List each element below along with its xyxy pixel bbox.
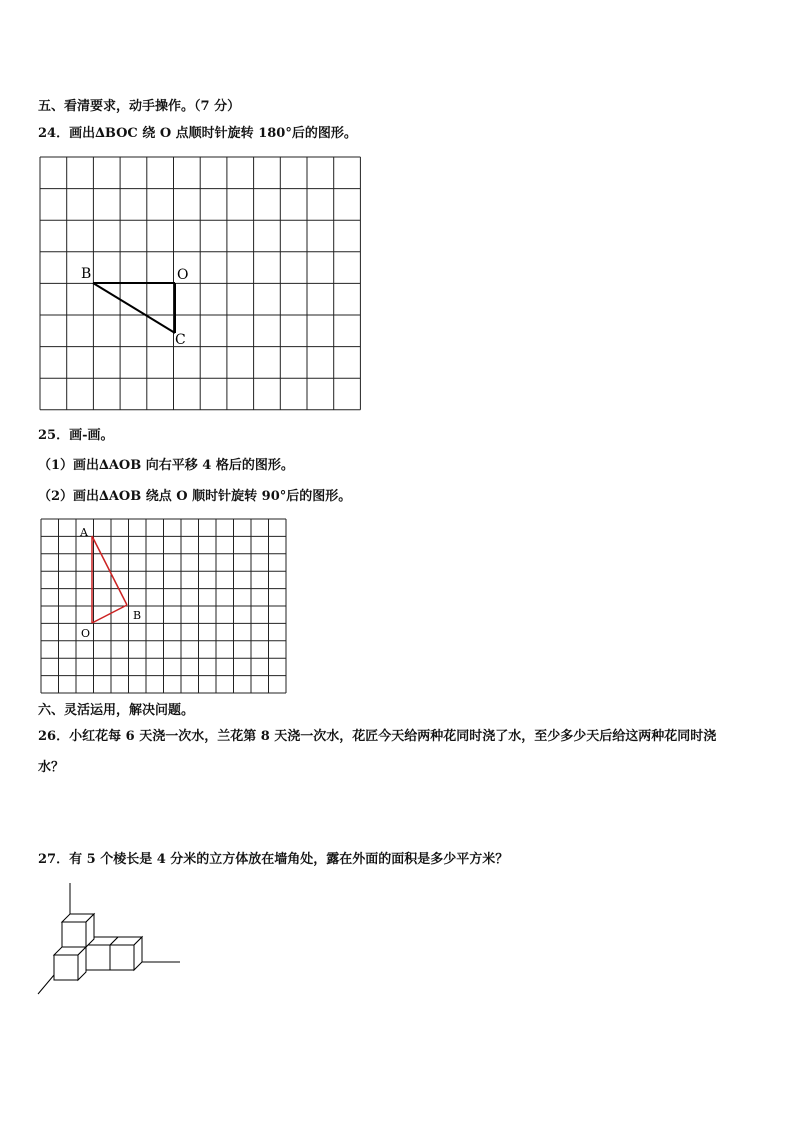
point-label-o: O [177,267,189,283]
cube-left-front [54,947,86,980]
question-24-text: 24．画出∆BOC 绕 O 点顺时针旋转 180°后的图形。 [38,126,357,141]
question-25-part-1: （1）画出∆AOB 向右平移 4 格后的图形。 [38,458,294,473]
question-26-line-1: 26．小红花每 6 天浇一次水，兰花第 8 天浇一次水，花匠今天给两种花同时浇了水，至少多少天后给这两种花同时浇 [38,729,717,744]
point-label-b-25: B [133,609,142,622]
point-label-c: C [175,332,186,348]
question-25-part-2: （2）画出∆AOB 绕点 O 顺时针旋转 90°后的图形。 [38,489,352,504]
point-label-b: B [81,266,92,282]
section-6-title: 六、灵活运用，解决问题。 [38,703,195,718]
point-label-a: A [80,526,88,539]
point-label-o-25: O [81,627,91,640]
floor-left-line [38,975,54,994]
question-27-text: 27．有 5 个棱长是 4 分米的立方体放在墙角处，露在外面的面积是多少平方米？ [38,852,509,867]
question-26-line-2: 水？ [38,760,65,775]
section-5-title: 五、看清要求，动手操作。（7 分） [38,99,241,114]
cube-top [62,914,94,947]
question-25-text: 25．画-画。 [38,428,114,443]
cube-right [110,937,142,970]
